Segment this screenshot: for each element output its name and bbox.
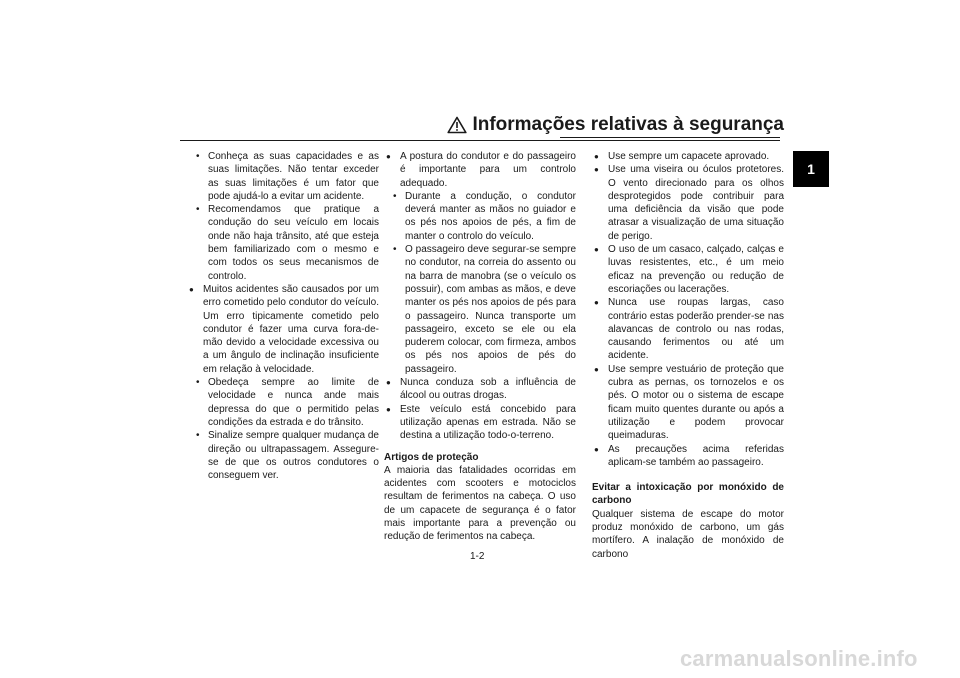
warning-triangle-icon — [447, 116, 467, 134]
section-heading: Evitar a intoxicação por monóxido de carbono — [592, 482, 784, 507]
sub-bullet: • Conheça as suas capacidades e as suas limitações. Não tentar exceder as suas limitações é um fator que pode ajudá-lo a evitar um acidente. — [187, 150, 379, 203]
bullet: ● Nunca use roupas largas, caso contrário estas poderão prender-se nas alavancas de controlo ou nas rodas, causando ferimentos ou até um acidente. — [592, 296, 784, 362]
bullet: ● Este veículo está concebido para utilização apenas em estrada. Não se destina a utilização todo-o-terreno. — [384, 403, 576, 443]
bullet: ● Muitos acidentes são causados por um erro cometido pelo condutor do veículo. Um erro tipicamente cometido pelo condutor é fazer uma curva fora-de-mão devido a velocidade excessiva ou a um ângulo de inclinação insuficiente em relação à velocidade. — [187, 283, 379, 376]
sub-bullet: • O passageiro deve segurar-se sempre no condutor, na correia do assento ou na barra de manobra (se o veículo os possuir), com ambas as mãos, e deve manter os pés nos apoios de pés para o passageiro. Nunca transporte um passageiro, exceto se ele ou ela puderem colocar, com firmeza, ambos os pés nos apoios de pés do passageiro. — [384, 243, 576, 376]
sub-bullet: • Durante a condução, o condutor deverá manter as mãos no guiador e os pés nos apoios de pés, a fim de manter o controlo do veículo. — [384, 190, 576, 243]
bullet: ● Use sempre um capacete aprovado. — [592, 150, 784, 163]
header-rule — [180, 140, 780, 141]
sub-bullet: • Sinalize sempre qualquer mudança de direção ou ultrapassagem. Assegure-se de que os outros condutores o conseguem ver. — [187, 429, 379, 482]
header-rule-short — [560, 137, 780, 138]
sub-bullet: • Recomendamos que pratique a condução do seu veículo em locais onde não haja trânsito, até que esteja bem familiarizado com o mesmo e com todos os seus mecanismos de controlo. — [187, 203, 379, 283]
column-2 — [384, 150, 576, 544]
bullet: ● As precauções acima referidas aplicam-se também ao passageiro. — [592, 443, 784, 470]
bullet: ● O uso de um casaco, calçado, calças e luvas resistentes, etc., é um meio eficaz na prevenção ou redução de escoriações ou lacerações. — [592, 243, 784, 296]
bullet: ● Use uma viseira ou óculos protetores. O vento direcionado para os olhos desprotegidos pode contribuir para uma deficiência da visão que pode atrasar a visualização de uma situação de perigo. — [592, 163, 784, 243]
chapter-tab: 1 — [793, 151, 829, 187]
column-1 — [187, 150, 379, 482]
footer-watermark: carmanualsonline.info — [680, 646, 918, 671]
page-title: Informações relativas à segurança — [472, 114, 784, 135]
bullet: ● Use sempre vestuário de proteção que cubra as pernas, os tornozelos e os pés. O motor ou o sistema de escape ficam muito quentes durante ou após a utilização e podem provocar queimaduras. — [592, 363, 784, 443]
bullet: ● A postura do condutor e do passageiro é importante para um controlo adequado. — [384, 150, 576, 190]
column-3 — [592, 150, 784, 561]
paragraph: A maioria das fatalidades ocorridas em acidentes com scooters e motociclos resultam de ferimentos na cabeça. O uso de um capacete de segurança é o fator mais importante para a prevenção ou redução de ferimentos na cabeça. — [384, 464, 576, 543]
page-number: 1-2 — [470, 551, 485, 562]
bullet: ● Nunca conduza sob a influência de álcool ou outras drogas. — [384, 376, 576, 403]
section-heading: Artigos de proteção — [384, 451, 479, 463]
page-header — [447, 114, 784, 136]
sub-bullet: • Obedeça sempre ao limite de velocidade e nunca ande mais depressa do que o permitido pelas condições da estrada e do trânsito. — [187, 376, 379, 429]
paragraph: Qualquer sistema de escape do motor produz monóxido de carbono, um gás mortífero. A inalação de monóxido de carbono — [592, 508, 784, 560]
